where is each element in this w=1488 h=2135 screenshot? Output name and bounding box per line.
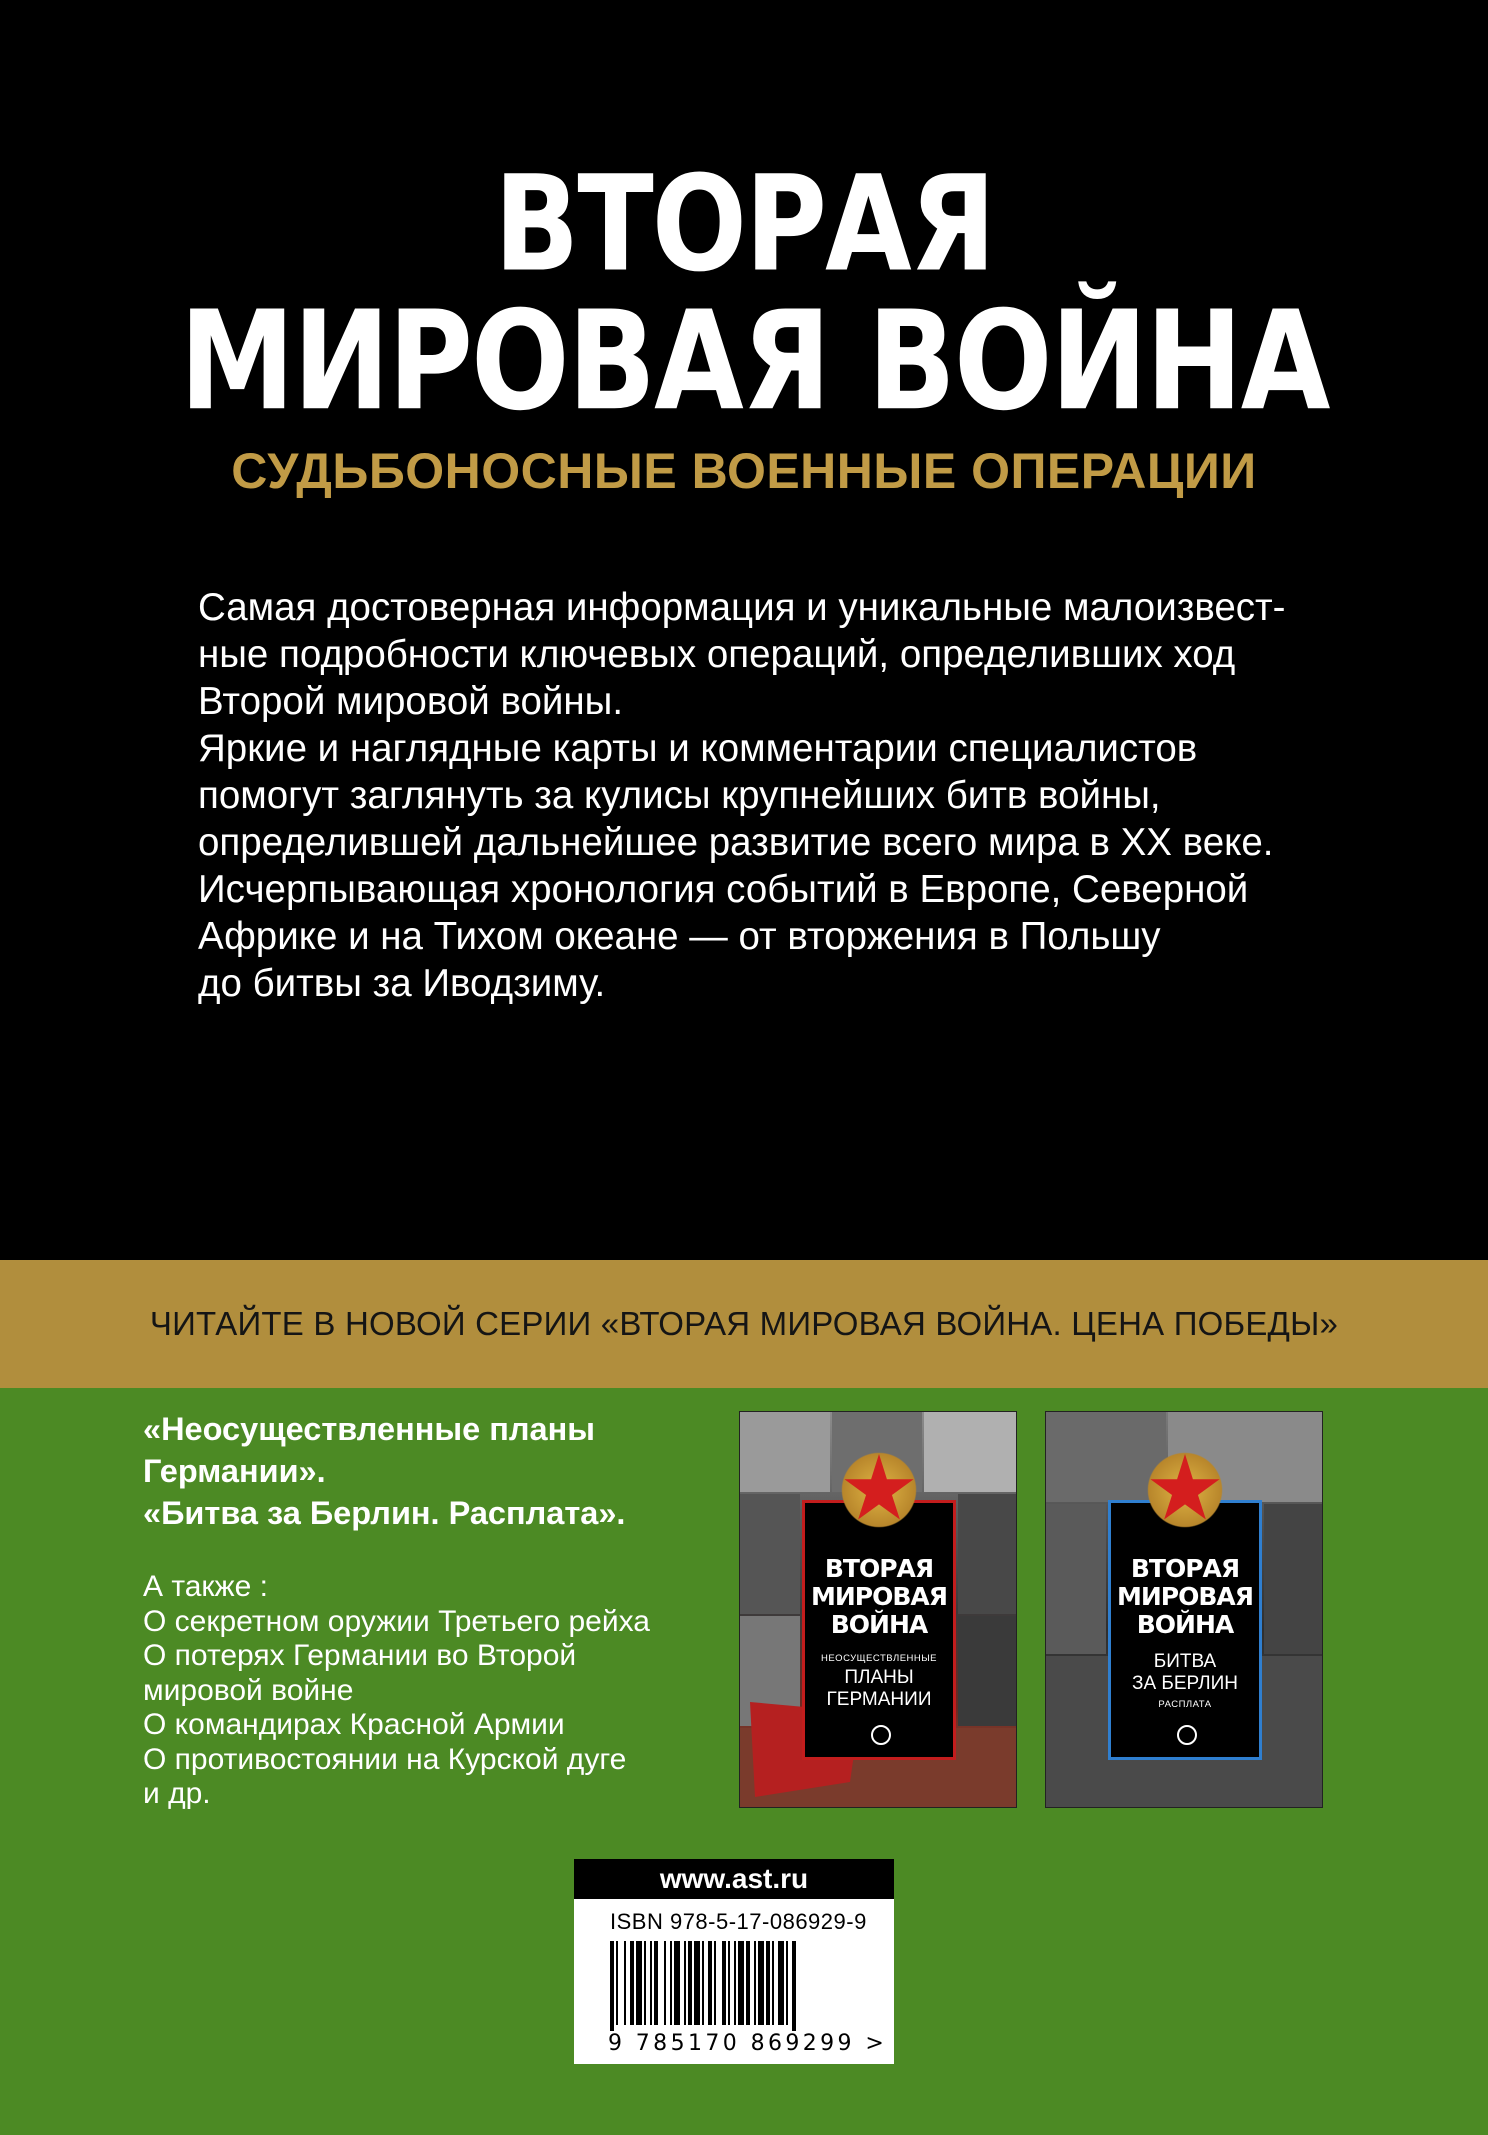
also-item: О противостоянии на Курской дуге (143, 1742, 627, 1776)
series-title-line: Германии». (143, 1453, 326, 1489)
description-line: ные подробности ключевых операций, определивших ход (198, 633, 1236, 676)
series-title-line: «Неосуществленные планы (143, 1411, 595, 1447)
description-line: до битвы за Иводзиму. (198, 962, 606, 1005)
cover-series-title (805, 1555, 953, 1639)
publisher-url: www.ast.ru (574, 1859, 894, 1899)
cover-series-line: ВТОРАЯ (824, 1554, 934, 1583)
book-cover-plans-germany (739, 1411, 1017, 1808)
description-line: определившей дальнейшее развитие всего мира в XX веке. (198, 821, 1274, 864)
barcode-icon (610, 1941, 860, 2031)
cover-title-line: ПЛАНЫ (844, 1667, 914, 1688)
cover-title-line: ГЕРМАНИИ (826, 1689, 932, 1710)
book-description (198, 584, 1358, 1007)
cover-small-caption: РАСПЛАТА (1158, 1699, 1212, 1710)
also-item: А также : (143, 1570, 268, 1603)
description-line: Самая достоверная информация и уникальные малоизвест- (198, 586, 1286, 629)
description-line: Африке и на Тихом океане — от вторжения в Польшу (198, 915, 1161, 958)
cover-series-line: ВОЙНА (1136, 1610, 1234, 1639)
series-band (0, 1260, 1488, 1388)
cover-series-title (1111, 1555, 1259, 1639)
cover-book-title (1111, 1651, 1259, 1695)
series-book-titles (143, 1408, 625, 1534)
cover-title-line: ЗА БЕРЛИН (1131, 1673, 1239, 1694)
isbn-block (574, 1859, 894, 2064)
description-line: Исчерпывающая хронология событий в Европе, Северной (198, 868, 1249, 911)
barcode-digits: 9 785170 869299 > (608, 2031, 888, 2056)
cover-series-line: ВТОРАЯ (1130, 1554, 1240, 1583)
also-item: О секретном оружии Третьего рейха (143, 1604, 650, 1638)
also-item: и др. (143, 1777, 211, 1810)
cover-title-line: БИТВА (1153, 1651, 1217, 1672)
also-item: мировой войне (143, 1673, 354, 1707)
description-line: помогут заглянуть за кулисы крупнейших битв войны, (198, 774, 1161, 817)
book-cover-battle-berlin (1045, 1411, 1323, 1808)
also-item: О потерях Германии во Второй (143, 1639, 577, 1672)
book-title-line2: МИРОВАЯ ВОЙНА (179, 282, 1329, 442)
series-band-text: ЧИТАЙТЕ В НОВОЙ СЕРИИ «ВТОРАЯ МИРОВАЯ ВОЙНА. ЦЕНА ПОБЕДЫ» (149, 1305, 1339, 1342)
cover-book-title (805, 1667, 953, 1711)
description-line: Второй мировой войны. (198, 680, 624, 723)
cover-title-panel (1108, 1500, 1262, 1760)
cover-small-caption: НЕОСУЩЕСТВЛЕННЫЕ (820, 1653, 938, 1664)
also-list (143, 1570, 650, 1812)
also-item: О командирах Красной Армии (143, 1708, 565, 1741)
book-title-line1: ВТОРАЯ (494, 148, 994, 302)
cover-title-panel (802, 1500, 956, 1760)
isbn-number: ISBN 978-5-17-086929-9 (610, 1909, 867, 1934)
cover-series-line: МИРОВАЯ (1116, 1582, 1254, 1611)
description-line: Яркие и наглядные карты и комментарии специалистов (198, 727, 1198, 770)
cover-series-line: МИРОВАЯ (810, 1582, 948, 1611)
book-subtitle: СУДЬБОНОСНЫЕ ВОЕННЫЕ ОПЕРАЦИИ (231, 443, 1257, 499)
cover-series-line: ВОЙНА (830, 1610, 928, 1639)
publisher-logo-icon (1177, 1725, 1197, 1745)
publisher-logo-icon (871, 1725, 891, 1745)
series-title-line: «Битва за Берлин. Расплата». (143, 1495, 626, 1531)
